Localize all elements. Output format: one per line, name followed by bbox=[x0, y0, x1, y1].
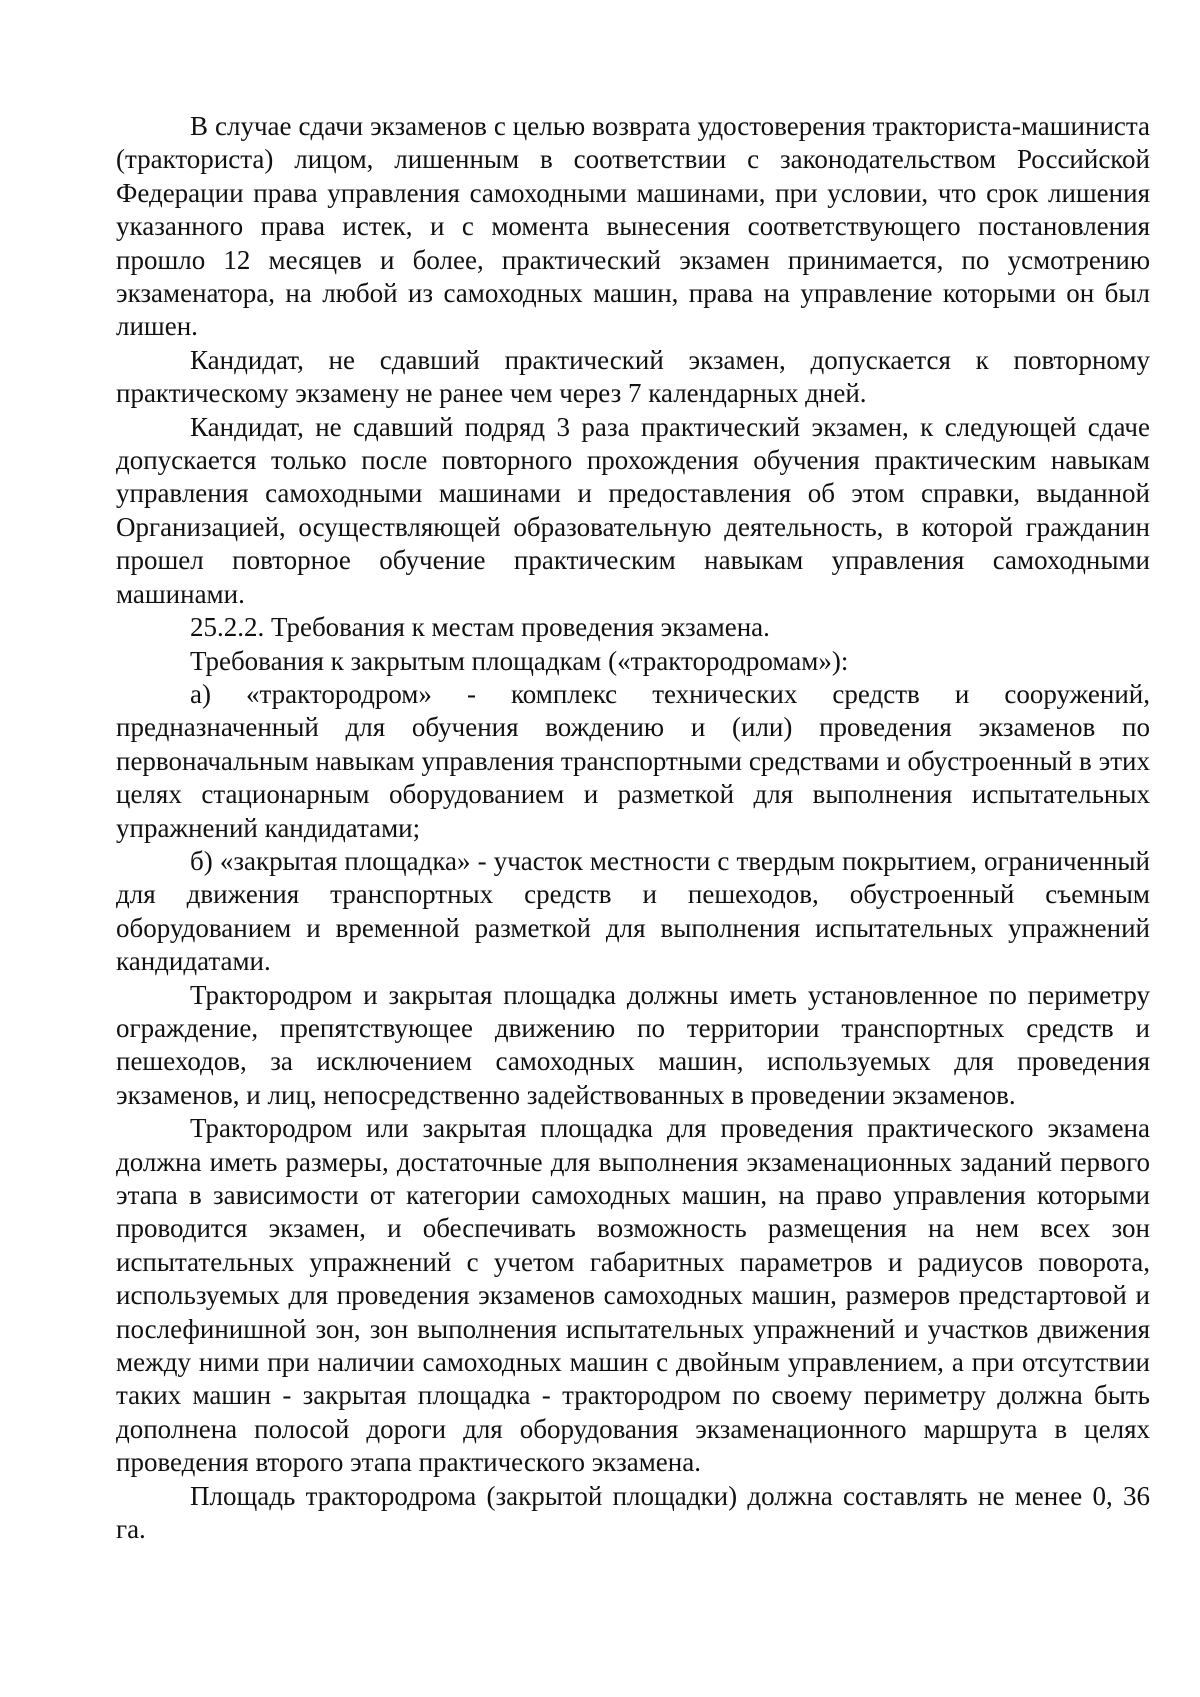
paragraph-fencing: Трактородром и закрытая площадка должны иметь установленное по периметру ограждение, препятствующее движению по территории транспортных средств и пешеходов, за исключением самоходных машин, используемых для проведения экзаменов, и лиц, непосредственно задействованных в проведении экзаменов. bbox=[116, 979, 1150, 1110]
paragraph-three-failures: Кандидат, не сдавший подряд 3 раза практический экзамен, к следующей сдаче допускается только после повторного прохождения обучения практическим навыкам управления самоходными машинами и предоставления об этом справки, выданной Организацией, осуществляющей образовательную деятельность, в которой гражданин прошел повторное обучение практическим навыкам управления самоходными машинами. bbox=[116, 411, 1150, 609]
definition-closed-area: б) «закрытая площадка» - участок местности с твердым покрытием, ограниченный для движения транспортных средств и пешеходов, обустроенный съемным оборудованием и временной разметкой для выполнения испытательных упражнений кандидатами. bbox=[116, 845, 1150, 977]
section-heading-exam-locations: 25.2.2. Требования к местам проведения экзамена. bbox=[190, 612, 770, 643]
paragraph-retake-interval: Кандидат, не сдавший практический экзамен, допускается к повторному практическому экзамену не ранее чем через 7 календарных дней. bbox=[116, 344, 1150, 409]
paragraph-closed-areas-requirements: Требования к закрытым площадкам («трактородромам»): bbox=[190, 645, 849, 676]
document-body bbox=[116, 110, 1150, 1546]
paragraph-dimensions: Трактородром или закрытая площадка для проведения практического экзамена должна иметь размеры, достаточные для выполнения экзаменационных заданий первого этапа в зависимости от категории самоходных машин, на право управления которыми проводится экзамен, и обеспечивать возможность размещения на нем всех зон испытательных упражнений с учетом габаритных параметров и радиусов поворота, используемых для проведения экзаменов самоходных машин, размеров предстартовой и послефинишной зон, зон выполнения испытательных упражнений и участков движения между ними при наличии самоходных машин с двойным управлением, а при отсутствии таких машин - закрытая площадка - трактородром по своему периметру должна быть дополнена полосой дороги для оборудования экзаменационного маршрута в целях проведения второго этапа практического экзамена. bbox=[116, 1113, 1150, 1478]
definition-tractorodrom: а) «трактородром» - комплекс технических средств и сооружений, предназначенный для обучения вождению и (или) проведения экзаменов по первоначальным навыкам управления транспортными средствами и обустроенный в этих целях стационарным оборудованием и разметкой для выполнения испытательных упражнений кандидатами; bbox=[116, 678, 1150, 843]
paragraph-license-return-exam: В случае сдачи экзаменов с целью возврата удостоверения тракториста-машиниста (тракториста) лицом, лишенным в соответствии с законодательством Российской Федерации права управления самоходными машинами, при условии, что срок лишения указанного права истек, и с момента вынесения соответствующего постановления прошло 12 месяцев и более, практический экзамен принимается, по усмотрению экзаменатора, на любой из самоходных машин, права на управление которыми он был лишен. bbox=[116, 111, 1150, 342]
paragraph-area-minimum: Площадь трактородрома (закрытой площадки) должна составлять не менее 0, 36 га. bbox=[116, 1480, 1150, 1545]
